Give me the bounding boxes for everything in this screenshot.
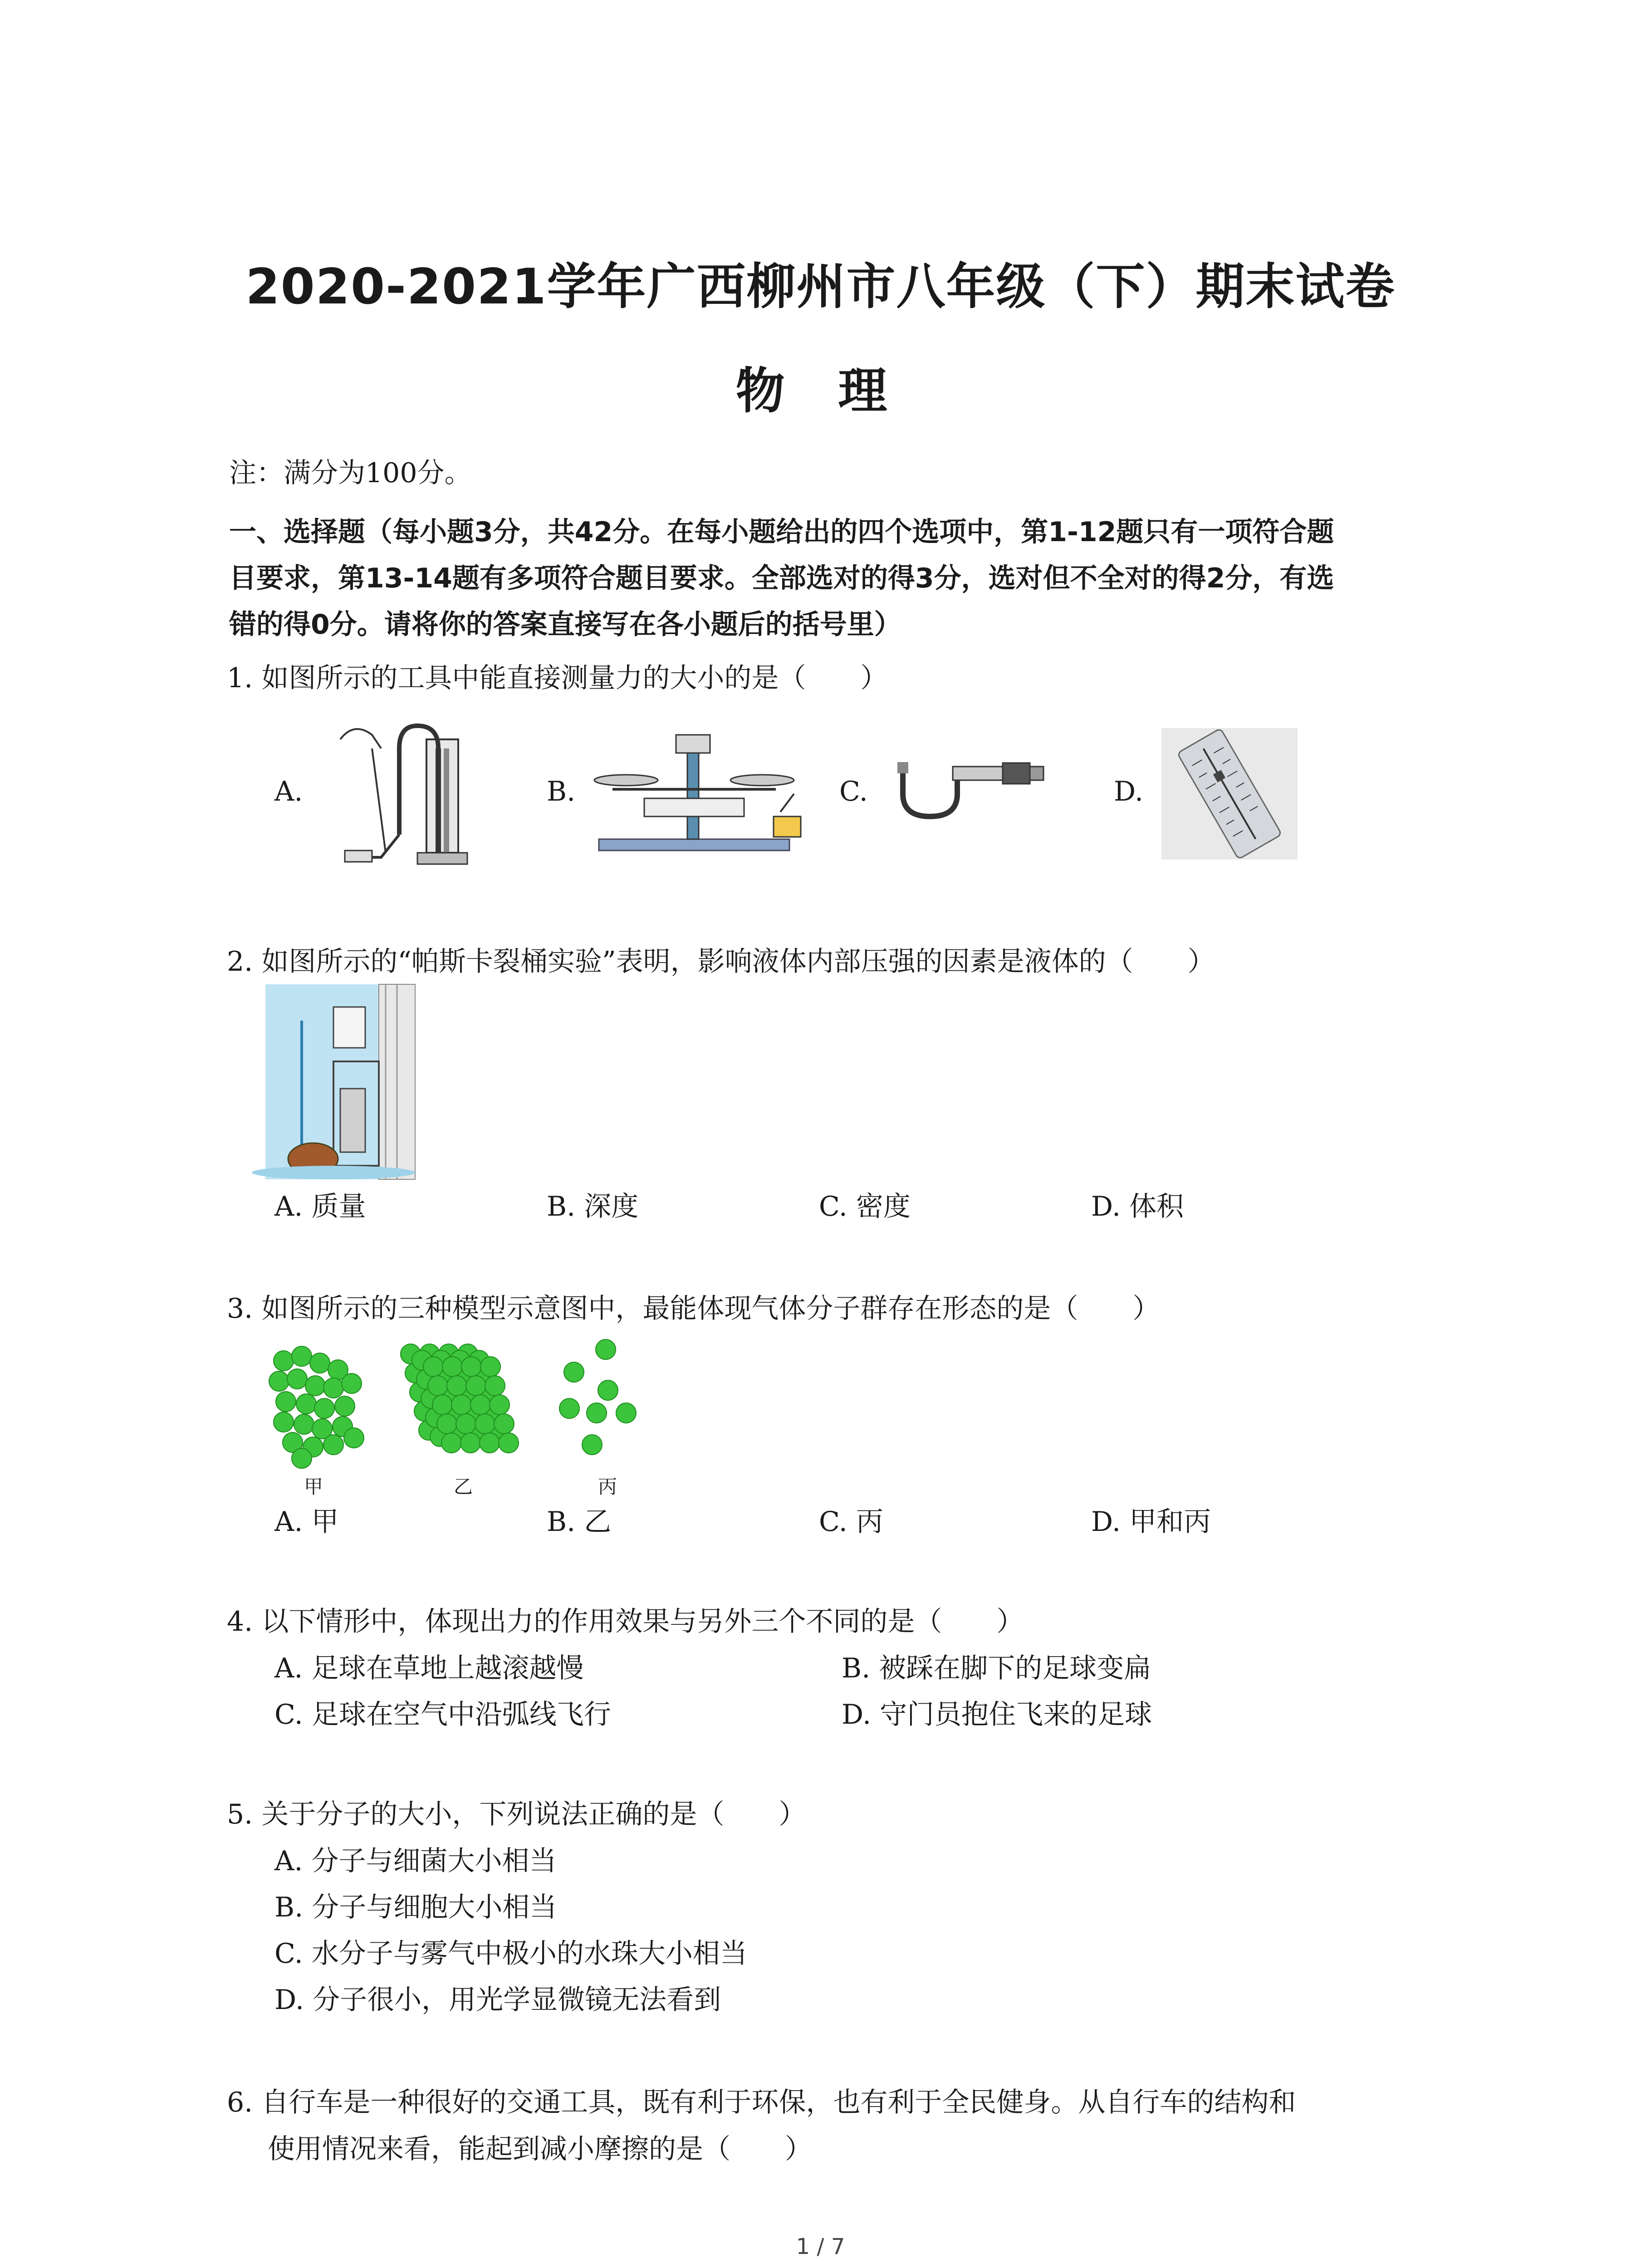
q2-stem: 2. 如图所示的“帕斯卡裂桶实验”表明，影响液体内部压强的因素是液体的（ ） — [227, 946, 1215, 978]
q3-option-a: A. 甲 — [274, 1506, 339, 1538]
molecule-ball — [451, 1395, 471, 1415]
q5-stem: 5. 关于分子的大小，下列说法正确的是（ ） — [227, 1799, 806, 1830]
molecule-ball — [461, 1357, 481, 1377]
molecule-ball — [294, 1414, 314, 1434]
molecule-ball — [274, 1412, 294, 1432]
molecule-ball — [305, 1376, 325, 1396]
molecule-ball — [323, 1378, 343, 1398]
molecule-ball — [466, 1376, 486, 1396]
q1-option-a: A. — [274, 776, 303, 807]
balance-scale-image — [590, 726, 826, 853]
molecule-ball — [441, 1433, 461, 1453]
page-number: 1 / 7 — [796, 2234, 845, 2259]
molecule-ball — [494, 1414, 514, 1434]
q2-option-a: A. 质量 — [274, 1191, 366, 1222]
page-title: 2020-2021学年广西柳州市八年级（下）期末试卷 — [245, 259, 1396, 315]
molecule-ball — [559, 1398, 579, 1418]
molecule-ball — [269, 1371, 289, 1391]
molecule-model-yi — [392, 1336, 519, 1467]
q1-option-d: D. — [1114, 776, 1144, 807]
molecule-ball — [499, 1433, 519, 1453]
section-heading-line2: 目要求，第13-14题有多项符合题目要求。全部选对的得3分，选对但不全对的得2分，有选 — [229, 562, 1334, 594]
molecule-ball — [447, 1376, 467, 1396]
q1-option-c: C. — [839, 776, 868, 807]
molecule-ball — [587, 1403, 607, 1423]
q5-option-c: C. 水分子与雾气中极小的水珠大小相当 — [274, 1938, 747, 1970]
molecule-ball — [456, 1414, 476, 1434]
molecule-ball — [296, 1394, 316, 1414]
subject-title: 物 理 — [735, 363, 906, 420]
q1-option-b: B. — [547, 776, 576, 807]
q2-option-b: B. 深度 — [547, 1191, 639, 1222]
molecule-ball — [292, 1346, 312, 1366]
molecule-ball — [442, 1357, 462, 1377]
q1-stem: 1. 如图所示的工具中能直接测量力的大小的是（ ） — [227, 662, 888, 694]
score-note: 注：满分为100分。 — [229, 457, 472, 489]
micrometer-image — [885, 748, 1048, 826]
q3-option-c: C. 丙 — [819, 1506, 883, 1538]
molecule-ball — [342, 1374, 362, 1393]
molecule-ball — [335, 1396, 355, 1416]
molecule-ball — [287, 1369, 307, 1389]
molecule-ball — [564, 1362, 584, 1382]
q2-option-d: D. 体积 — [1091, 1191, 1184, 1222]
molecule-ball — [616, 1403, 636, 1423]
molecule-model-bing — [556, 1340, 647, 1467]
molecule-ball — [475, 1414, 495, 1434]
molecule-ball — [480, 1433, 500, 1453]
molecule-ball — [582, 1435, 602, 1455]
model-label-bing: 丙 — [598, 1476, 617, 1498]
molecule-ball — [596, 1339, 616, 1359]
q3-option-b: B. 乙 — [547, 1506, 612, 1538]
molecule-ball — [423, 1357, 443, 1377]
molecule-ball — [310, 1353, 330, 1373]
q4-option-c: C. 足球在空气中沿弧线飞行 — [274, 1699, 611, 1730]
molecule-model-jia — [265, 1343, 370, 1465]
molecule-ball — [344, 1428, 364, 1448]
molecule-ball — [314, 1398, 334, 1418]
q5-option-a: A. 分子与细菌大小相当 — [274, 1845, 557, 1877]
spring-scale-image — [1161, 728, 1298, 860]
model-label-yi: 乙 — [454, 1476, 473, 1498]
manometer-image — [327, 721, 499, 871]
q3-stem: 3. 如图所示的三种模型示意图中，最能体现气体分子群存在形态的是（ ） — [227, 1293, 1160, 1325]
q4-stem: 4. 以下情形中，体现出力的作用效果与另外三个不同的是（ ） — [227, 1606, 1024, 1637]
section-heading-line1: 一、选择题（每小题3分，共42分。在每小题给出的四个选项中，第1-12题只有一项符合题 — [229, 516, 1334, 548]
q6-stem-line1: 6. 自行车是一种很好的交通工具，既有利于环保，也有利于全民健身。从自行车的结构和 — [227, 2087, 1296, 2118]
molecule-ball — [485, 1376, 505, 1396]
q4-option-a: A. 足球在草地上越滚越慢 — [274, 1652, 584, 1684]
molecule-ball — [276, 1392, 296, 1412]
molecule-ball — [480, 1357, 500, 1377]
q2-option-c: C. 密度 — [819, 1191, 911, 1222]
q3-option-d: D. 甲和丙 — [1091, 1506, 1211, 1538]
molecule-ball — [292, 1448, 312, 1468]
molecule-ball — [470, 1395, 490, 1415]
molecule-ball — [274, 1351, 294, 1371]
section-heading-line3: 错的得0分。请将你的答案直接写在各小题后的括号里） — [229, 609, 901, 640]
q4-option-d: D. 守门员抱住飞来的足球 — [842, 1699, 1152, 1730]
molecule-ball — [490, 1395, 509, 1415]
pascal-barrel-image — [265, 984, 415, 1179]
q5-option-d: D. 分子很小，用光学显微镜无法看到 — [274, 1984, 721, 2016]
q4-option-b: B. 被踩在脚下的足球变扁 — [842, 1652, 1151, 1684]
molecule-ball — [598, 1380, 618, 1400]
molecule-ball — [437, 1414, 457, 1434]
molecule-ball — [460, 1433, 480, 1453]
molecule-ball — [323, 1435, 343, 1455]
model-label-jia: 甲 — [304, 1476, 323, 1498]
molecule-ball — [428, 1376, 448, 1396]
q5-option-b: B. 分子与细胞大小相当 — [274, 1892, 557, 1923]
molecule-ball — [432, 1395, 452, 1415]
q6-stem-line2: 使用情况来看，能起到减小摩擦的是（ ） — [268, 2133, 812, 2165]
